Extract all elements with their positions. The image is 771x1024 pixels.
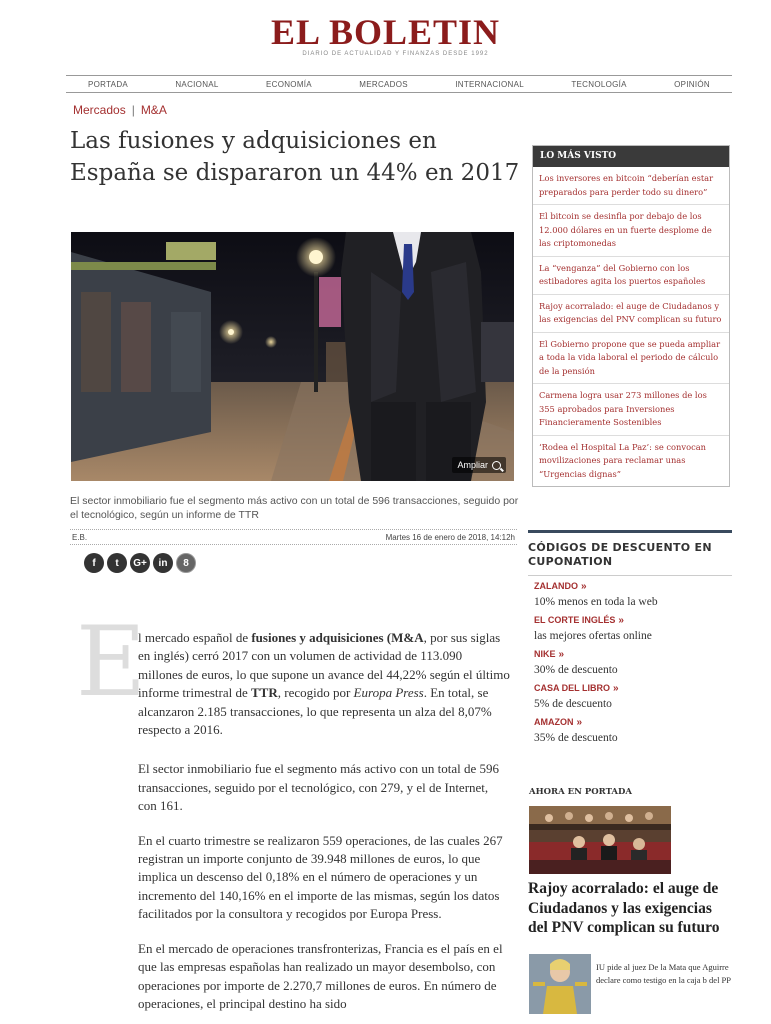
hero-photo (71, 232, 514, 481)
coupon-description[interactable]: 5% de descuento (534, 698, 612, 710)
coupon-description[interactable]: 10% menos en toda la web (534, 596, 658, 608)
chevron-right-icon: » (613, 683, 619, 694)
nav-item-tecnologia[interactable]: TECNOLOGÍA (571, 79, 627, 89)
person-photo (529, 954, 591, 1014)
coupon-brand[interactable]: EL CORTE INGLÉS (534, 615, 616, 625)
chevron-right-icon: » (576, 717, 583, 728)
site-tagline: DIARIO DE ACTUALIDAD Y FINANZAS DESDE 1992 (302, 51, 489, 57)
most-viewed-item[interactable]: La “venganza” del Gobierno con los estibadores agita los puertos españoles (533, 257, 729, 295)
most-viewed-item[interactable]: ‘Rodea el Hospital La Paz’: se convocan movilizaciones para reclamar unas “Urgencias dignas” (539, 441, 707, 479)
article-body (138, 629, 510, 1013)
most-viewed-item[interactable]: El bitcoin se desinfla por debajo de los 12.000 dólares en un fuerte desplome de las criptomonedas (533, 205, 729, 257)
portada-headline[interactable]: Rajoy acorralado: el auge de Ciudadanos y las exigencias del PNV complican su futuro (528, 880, 720, 936)
nav-item-opinion[interactable]: OPINIÓN (674, 79, 710, 89)
parliament-photo (529, 806, 671, 874)
author: E.B. (72, 532, 88, 542)
coupons-title: CÓDIGOS DE DESCUENTO EN CUPONATION (528, 541, 712, 568)
chevron-right-icon: » (618, 615, 624, 626)
article-hero-image[interactable] (71, 232, 514, 481)
coupon-item[interactable] (534, 579, 732, 610)
article-paragraph: El sector inmobiliario fue el segmento más activo con un total de 596 transacciones, seguido por el tecnológico, con 279, y el de Internet, con 161. (138, 761, 500, 814)
breadcrumb-subsection[interactable]: M&A (140, 103, 167, 117)
coupon-item[interactable] (534, 613, 732, 644)
article-byline (70, 529, 517, 545)
site-logo[interactable]: EL BOLETIN (270, 12, 501, 52)
breadcrumb-separator: | (131, 103, 135, 117)
coupon-description[interactable]: 35% de descuento (534, 732, 618, 744)
most-viewed-item[interactable]: Los inversores en bitcoin “deberían estar preparados para perder todo su dinero” (533, 167, 729, 205)
article-paragraph: En el mercado de operaciones transfronterizas, Francia es el país en el que las empresas españolas han realizado un mayor desembolso, con operaciones por importe de 2.270,7 millones de euros. En número de operaciones, el principal destino ha sido (138, 940, 503, 1011)
most-viewed-item[interactable]: Rajoy acorralado: el auge de Ciudadanos y las exigencias del PNV complican su futuro (533, 295, 729, 333)
chevron-right-icon: » (581, 581, 587, 592)
most-viewed-box (532, 145, 730, 487)
article-paragraph: En el cuarto trimestre se realizaron 559 operaciones, de las cuales 267 registran un importe conjunto de 39.948 millones de euros, lo que implica un descenso del 0,18% en el número de operaciones y un incremento del 140,16% en el importe de las mismas, según los datos facilitados por la consultora y recogidos por Europa Press. (138, 832, 503, 922)
breadcrumb (73, 103, 167, 117)
nav-item-economia[interactable]: ECONOMÍA (265, 79, 312, 89)
google-plus-icon[interactable]: G+ (130, 553, 150, 573)
magnifier-icon (492, 461, 501, 470)
nav-item-portada[interactable]: PORTADA (88, 79, 129, 89)
drop-cap: E (76, 606, 147, 718)
coupon-brand[interactable]: CASA DEL LIBRO (534, 683, 611, 693)
main-nav (66, 75, 732, 93)
most-viewed-item[interactable]: Carmena logra usar 273 millones de los 355 aprobados para Inversiones Financieramente Sostenibles (533, 384, 729, 436)
secondary-headline[interactable]: IU pide al juez De la Mata que Aguirre declare como testigo en la caja b del PP (596, 962, 732, 985)
coupon-brand[interactable]: NIKE (534, 649, 556, 659)
coupon-description[interactable]: 30% de descuento (534, 664, 618, 676)
coupons-box (528, 530, 732, 746)
coupon-item[interactable] (534, 715, 732, 746)
linkedin-icon[interactable]: in (153, 553, 173, 573)
most-viewed-item[interactable]: El Gobierno propone que se pueda ampliar a toda la vida laboral el periodo de cálculo de la pensión (533, 333, 729, 385)
image-caption: El sector inmobiliario fue el segmento más activo con un total de 596 transacciones, seguido por el tecnológico, según un informe de TTR (70, 495, 519, 521)
chevron-right-icon: » (558, 649, 565, 660)
coupon-description[interactable]: las mejores ofertas online (534, 630, 652, 642)
most-viewed-title: LO MÁS VISTO (533, 146, 729, 167)
coupon-item[interactable] (534, 647, 732, 678)
nav-item-nacional[interactable]: NACIONAL (175, 79, 219, 89)
nav-item-internacional[interactable]: INTERNACIONAL (455, 79, 525, 89)
social-share-bar (84, 553, 196, 573)
publish-date: Martes 16 de enero de 2018, 14:12h (385, 532, 515, 542)
masthead (0, 14, 771, 57)
zoom-button[interactable] (452, 457, 506, 473)
breadcrumb-section[interactable]: Mercados (73, 103, 126, 117)
portada-label: AHORA EN PORTADA (529, 787, 632, 797)
twitter-icon[interactable]: t (107, 553, 127, 573)
meneame-icon[interactable]: 8 (176, 553, 196, 573)
facebook-icon[interactable]: f (84, 553, 104, 573)
secondary-thumbnail[interactable] (529, 954, 591, 1014)
coupon-brand[interactable]: ZALANDO (534, 581, 578, 591)
coupon-brand[interactable]: AMAZON (534, 717, 574, 727)
coupon-item[interactable] (534, 681, 732, 712)
portada-image[interactable] (529, 806, 671, 874)
article-paragraph: l mercado español de fusiones y adquisiciones (M&A, por sus siglas en inglés) cerró 2017 con un volumen de actividad de 113.090 millones de euros, lo que supone un avance del 44,22% según el último informe trimestral de TTR, recogido por Europa Press. En total, se alcanzaron 2.185 transacciones, lo que representa un alza del 8,07% respecto a 2016. (138, 630, 510, 738)
article-headline: Las fusiones y adquisiciones en España se dispararon un 44% en 2017 (70, 128, 520, 186)
nav-item-mercados[interactable]: MERCADOS (359, 79, 408, 89)
zoom-label: Ampliar (457, 460, 488, 470)
